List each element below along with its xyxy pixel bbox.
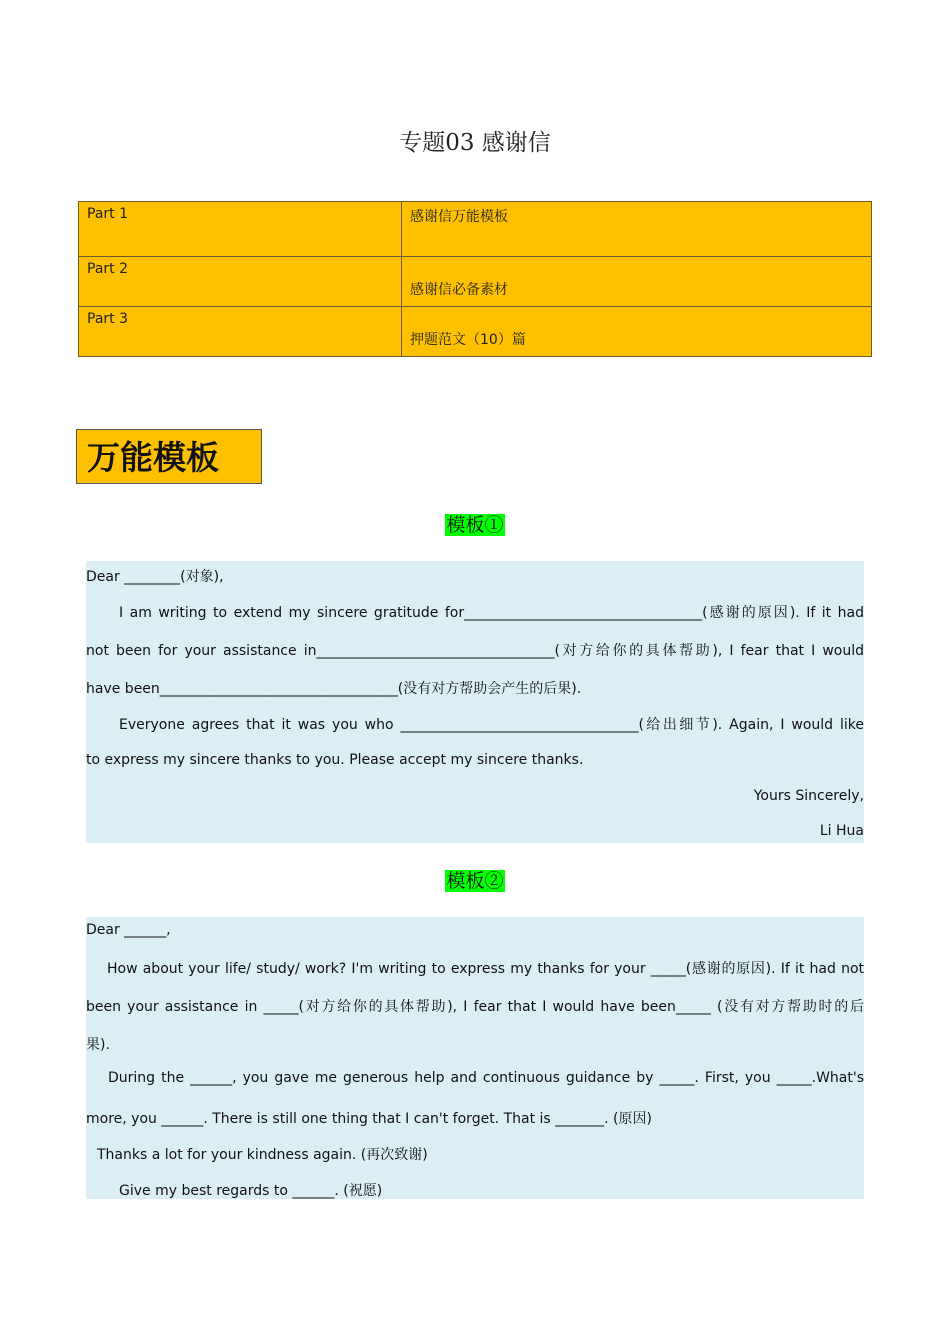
part-label: Part 3 <box>79 307 402 357</box>
letter-line: have been__________________________________(没有对方帮助会产生的后果). <box>86 681 582 697</box>
closing-line: Yours Sincerely, <box>753 788 864 804</box>
letter-line: Everyone agrees that it was you who __________________________________(给出细节). Again, I would like <box>119 717 864 733</box>
letter-line: been your assistance in _____(对方给你的具体帮助), I fear that I would have been_____ (没有对方帮助时的后 <box>86 999 864 1015</box>
template-1-heading: 模板① <box>446 514 504 536</box>
signature-line: Li Hua <box>819 823 864 839</box>
page-title: 专题03 感谢信 <box>399 130 551 156</box>
contents-table <box>78 201 872 357</box>
letter-line: Thanks a lot for your kindness again. (再次致谢) <box>97 1147 428 1163</box>
template-2-panel <box>86 917 864 1199</box>
table-row <box>79 307 872 357</box>
part-content: 押题范文（10）篇 <box>402 307 872 357</box>
part-content: 感谢信必备素材 <box>402 257 872 307</box>
letter-line: Dear ______, <box>86 922 171 938</box>
letter-line: 果). <box>86 1037 110 1053</box>
letter-line: How about your life/ study/ work? I'm writing to express my thanks for your _____(感谢的原因). If it had not <box>107 961 864 977</box>
letter-line: Dear ________(对象), <box>86 569 224 585</box>
template-1-panel <box>86 561 864 843</box>
letter-line: to express my sincere thanks to you. Please accept my sincere thanks. <box>86 752 584 768</box>
table-row <box>79 202 872 257</box>
letter-line: more, you ______. There is still one thing that I can't forget. That is _______. (原因) <box>86 1111 652 1127</box>
part-label: Part 2 <box>79 257 402 307</box>
letter-line: During the ______, you gave me generous help and continuous guidance by _____. First, you _____.What's <box>108 1070 864 1086</box>
section-heading: 万能模板 <box>76 429 262 484</box>
template-2-heading: 模板② <box>446 870 504 892</box>
part-content: 感谢信万能模板 <box>402 202 872 257</box>
table-row <box>79 257 872 307</box>
letter-line: I am writing to extend my sincere gratitude for__________________________________(感谢的原因). If it had <box>119 605 864 621</box>
part-label: Part 1 <box>79 202 402 257</box>
letter-line: Give my best regards to ______. (祝愿) <box>119 1183 383 1199</box>
letter-line: not been for your assistance in__________________________________(对方给你的具体帮助), I fear that I would <box>86 643 864 659</box>
